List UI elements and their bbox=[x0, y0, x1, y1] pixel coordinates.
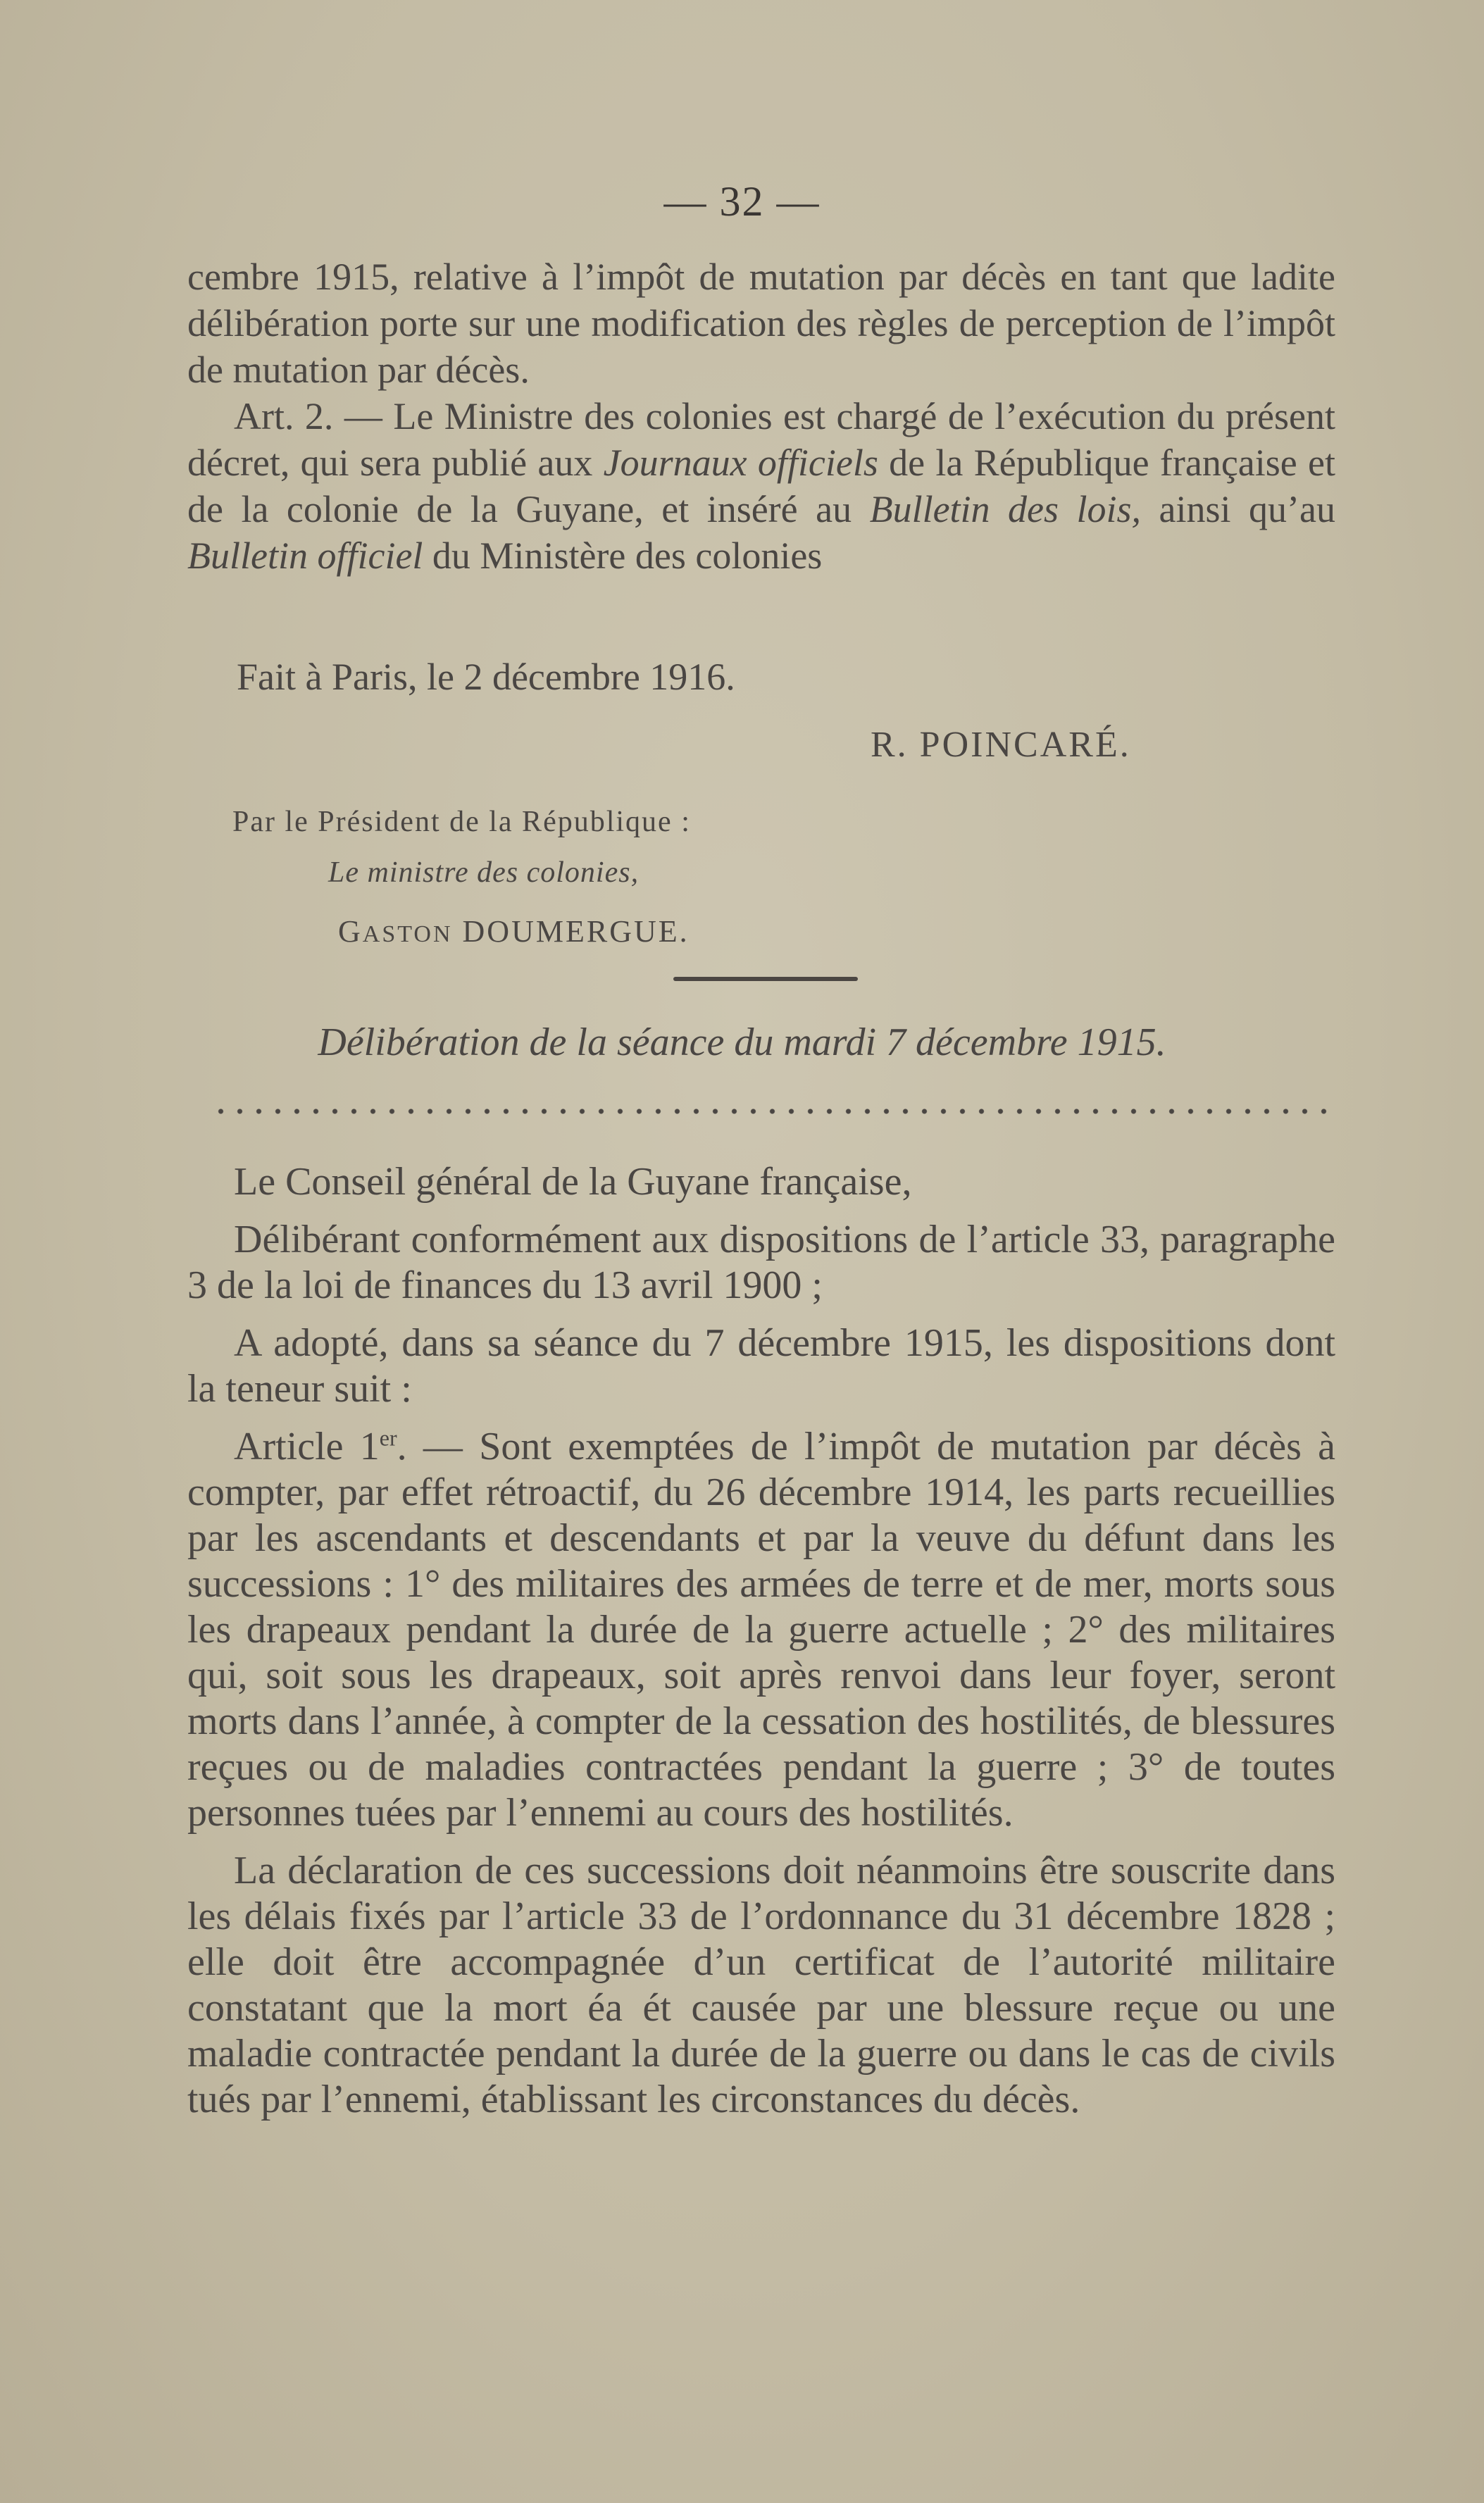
deliberation-title: Délibération de la séance du mardi 7 décembre 1915. bbox=[318, 1020, 1166, 1064]
signatory: R. POINCARÉ. bbox=[871, 725, 1131, 765]
par-le-president: Par le Président de la République : bbox=[232, 806, 691, 838]
dotted-separator bbox=[211, 1107, 1335, 1116]
minister-title: Le ministre des colonies, bbox=[328, 856, 640, 889]
journaux-officiels: Journaux officiels bbox=[603, 442, 878, 484]
bulletin-des-lois: Bulletin des lois, bbox=[869, 488, 1142, 530]
paragraph-deliberant: Délibérant conformément aux dispositions de l’article 33, paragraphe 3 de la loi de finances du 13 avril 1900 ; bbox=[187, 1218, 1335, 1307]
paragraph-article-1: Article 1er. — Sont exemptées de l’impôt de mutation par décès à compter, par effet rétroactif, du 26 décembre 1914, les parts recueillies par les ascendants et descendants et par la veuve du défunt dans les successions : 1° des militaires des armées de terre et de mer, morts sous les drapeaux pendant la durée de la guerre actuelle ; 2° des militaires qui, soit sous les drapeaux, soit après renvoi dans leur foyer, seront morts dans l’année, à compter de la cessation des hostilités, de blessures reçues ou de maladies contractées pendant la guerre ; 3° de toutes personnes tuées par l’ennemi au cours des hostilités. bbox=[187, 1425, 1336, 1835]
paragraph-adopte: A adopté, dans sa séance du 7 décembre 1915, les dispositions dont la teneur suit : bbox=[187, 1321, 1335, 1411]
deliberation-text bbox=[187, 1217, 1335, 2135]
bulletin-officiel: Bulletin officiel bbox=[187, 535, 423, 577]
paragraph-declaration: La déclaration de ces successions doit néanmoins être souscrite dans les délais fixés par l’article 33 de l’ordonnance du 31 décembre 1828 ; elle doit être accompagnée d’un certificat de l’autorité militaire constatant que la mort éa ét causée par une blessure reçue ou une maladie contractée pendant la durée de la guerre ou dans le cas de civils tués par l’ennemi, établissant les circonstances du décès. bbox=[187, 1849, 1335, 2121]
conseil-line: Le Conseil général de la Guyane française, bbox=[234, 1160, 912, 1204]
minister-name: GASTON DOUMERGUE. bbox=[338, 914, 690, 949]
date-line: Fait à Paris, le 2 décembre 1916. bbox=[237, 656, 735, 698]
decree-text bbox=[187, 254, 1335, 579]
separator-rule bbox=[673, 977, 858, 981]
page-number: — 32 — bbox=[663, 178, 821, 225]
paragraph-decree-end: cembre 1915, relative à l’impôt de mutation par décès en tant que ladite délibération porte sur une modification des règles de perception de l’impôt de mutation par décès. bbox=[187, 256, 1335, 391]
paragraph-article-2: Art. 2. — Le Ministre des colonies est chargé de l’exécution du présent décret, qui sera publié aux Journaux officiels de la République française et de la colonie de la Guyane, et inséré au Bulletin des lois, ainsi qu’au Bulletin officiel du Ministère des colonies bbox=[187, 395, 1335, 577]
